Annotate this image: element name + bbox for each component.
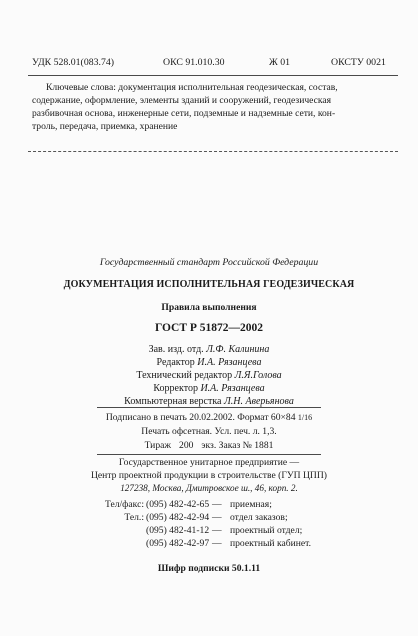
credit-role: Компьютерная верстка xyxy=(124,396,222,407)
phone-row xyxy=(100,524,340,537)
divider-keywords xyxy=(28,151,398,152)
organization-block xyxy=(0,456,418,495)
divider-print xyxy=(97,454,321,455)
oks-code: ОКС 91.010.30 xyxy=(163,57,225,68)
divider-credits xyxy=(97,407,321,408)
tirage-line xyxy=(0,439,418,453)
phone-label: Тел/факс: xyxy=(104,499,144,510)
credit-role: Зав. изд. отд. xyxy=(148,344,204,355)
credit-name: И.А. Рязанцева xyxy=(200,383,265,394)
print-type-line: Печать офсетная. Усл. печ. л. 1,3. xyxy=(141,426,277,437)
phone-row xyxy=(100,498,340,511)
credits-block xyxy=(0,343,418,408)
credit-name: Л.Н. Аверьянова xyxy=(224,396,294,407)
document-subtitle: Правила выполнения xyxy=(161,302,257,313)
zh-code: Ж 01 xyxy=(269,57,291,68)
org-line-2: Центр проектной продукции в строительстве (ГУП ЦПП) xyxy=(91,470,327,481)
subscription-code: Шифр подписки 50.1.11 xyxy=(157,563,261,574)
credit-line xyxy=(0,343,418,356)
phone-dash: — xyxy=(212,512,222,523)
phone-destination: проектный отдел; xyxy=(230,525,303,536)
phones-block xyxy=(100,498,340,550)
tirage-value: 200 xyxy=(179,440,194,451)
credit-name: И.А. Рязанцева xyxy=(197,357,262,368)
credit-line xyxy=(0,356,418,369)
phone-destination: проектный кабинет. xyxy=(230,538,311,549)
okstu-code: ОКСТУ 0021 xyxy=(331,57,386,68)
keywords-line: Ключевые слова: документация исполнительная геодезическая, состав, xyxy=(46,82,338,93)
udk-code: УДК 528.01(083.74) xyxy=(32,57,115,68)
phone-number: (095) 482-42-97 xyxy=(146,538,210,549)
credit-line xyxy=(0,382,418,395)
keywords-line: содержание, оформление, элементы зданий и сооружений, геодезическая xyxy=(32,95,332,106)
gost-number: ГОСТ Р 51872—2002 xyxy=(154,322,264,334)
classification-codes xyxy=(32,57,398,71)
phone-dash: — xyxy=(212,499,222,510)
keywords-line: разбивочная основа, инженерные сети, подземные и надземные сети, кон- xyxy=(32,108,336,119)
phone-row xyxy=(100,511,340,524)
tirage-label: Тираж xyxy=(144,440,172,451)
phone-label: Тел.: xyxy=(124,512,144,523)
order-value: 1881 xyxy=(254,440,274,451)
org-line-1: Государственное унитарное предприятие — xyxy=(118,457,300,468)
phone-dash: — xyxy=(212,538,222,549)
standard-caption: Государственный стандарт Российской Федерации xyxy=(99,257,319,268)
credit-name: Л.Я.Голова xyxy=(234,370,282,381)
phone-number: (095) 482-41-12 xyxy=(146,525,210,536)
credit-role: Корректор xyxy=(153,383,198,394)
phone-number: (095) 482-42-94 xyxy=(146,512,210,523)
keywords-line: троль, передача, приемка, хранение xyxy=(32,121,178,132)
credit-role: Редактор xyxy=(156,357,195,368)
org-address: 127238, Москва, Дмитровское ш., 46, корп. 2. xyxy=(120,483,298,493)
divider-top xyxy=(28,75,398,76)
format-fraction: 1/16 xyxy=(297,413,313,422)
print-info xyxy=(0,411,418,453)
document-title: ДОКУМЕНТАЦИЯ ИСПОЛНИТЕЛЬНАЯ ГЕОДЕЗИЧЕСКАЯ xyxy=(63,279,355,290)
credit-name: Л.Ф. Калинина xyxy=(206,344,270,355)
phone-row xyxy=(100,537,340,550)
credit-role: Технический редактор xyxy=(136,370,233,381)
phone-number: (095) 482-42-65 xyxy=(146,499,210,510)
phone-destination: отдел заказов; xyxy=(230,512,288,523)
order-label: экз. Заказ № xyxy=(201,440,252,451)
credit-line xyxy=(0,369,418,382)
signed-line xyxy=(0,411,418,425)
phone-destination: приемная; xyxy=(230,499,272,510)
phone-dash: — xyxy=(212,525,222,536)
signed-text: Подписано в печать 20.02.2002. Формат 60×84 xyxy=(105,412,298,423)
keywords-block xyxy=(32,81,398,133)
